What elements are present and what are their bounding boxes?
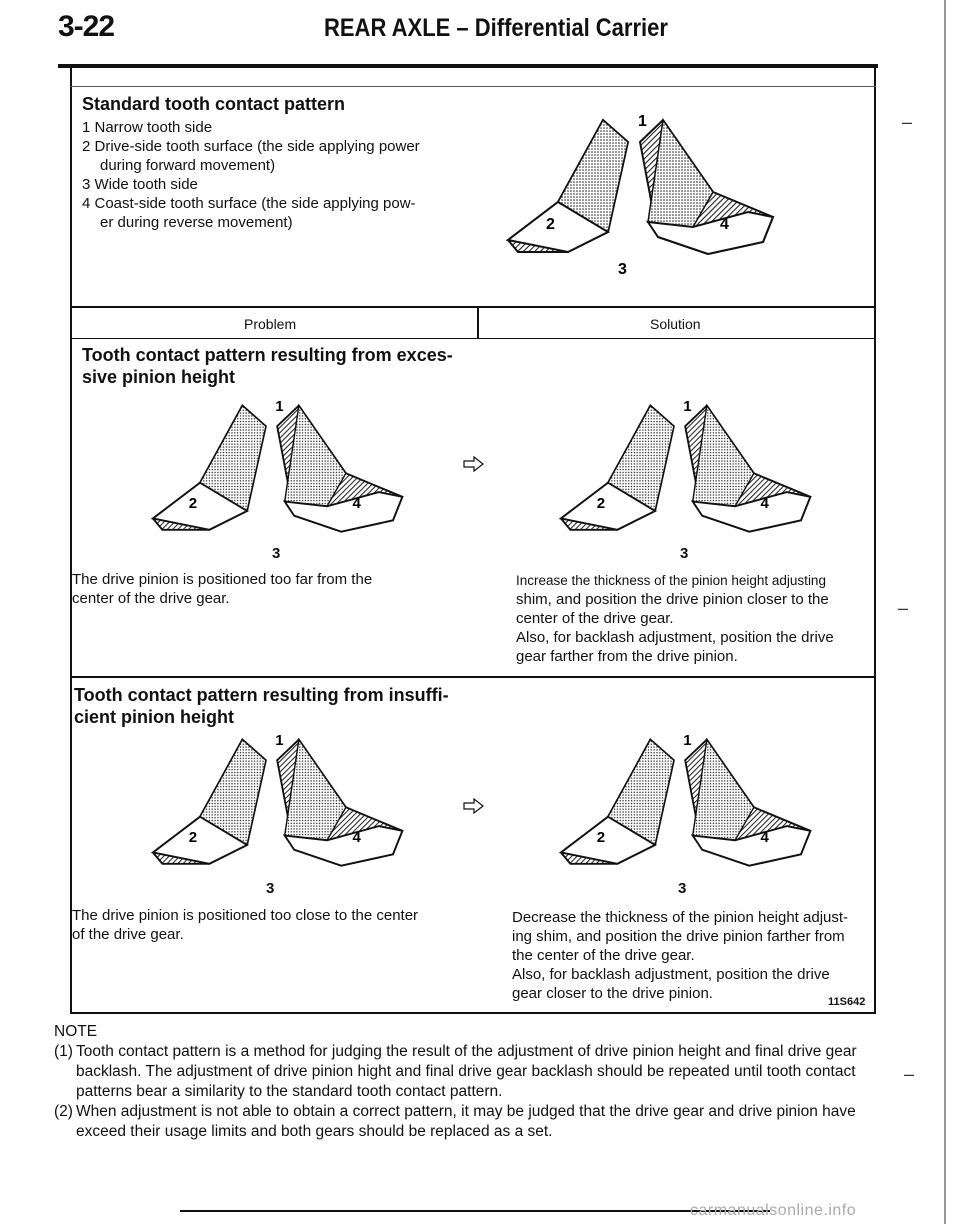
column-header-problem: Problem [244,316,297,332]
note-item-2-line2: exceed their usage limits and both gears should be replaced as a set. [76,1123,553,1140]
arrow-right-icon [462,454,486,474]
gear-tooth-right [685,740,810,866]
margin-mark: – [904,1064,915,1084]
gear-diagram-excessive-solution [548,398,828,558]
gear-tooth-left [153,406,266,530]
legend-item-2-cont: during forward movement) [100,157,276,174]
gear-diagram-insufficient-solution [548,732,828,892]
standard-legend [82,118,420,232]
label-1: 1 [683,732,692,750]
label-1: 1 [275,732,284,750]
note-item-2 [54,1102,884,1142]
insufficient-solution-line5: gear closer to the drive pinion. [512,985,713,1002]
page-edge-rule [944,0,946,1224]
excessive-problem-text [72,570,472,608]
legend-item-3: 3 Wide tooth side [82,176,198,193]
excessive-heading [82,344,453,388]
excessive-problem-line1: The drive pinion is positioned too far from the [72,571,373,588]
note-item-1-line3: patterns bear a similarity to the standard tooth contact pattern. [76,1083,503,1100]
insufficient-problem-line2: of the drive gear. [72,926,184,943]
margin-mark: – [898,598,909,618]
insufficient-heading-line1: Tooth contact pattern resulting from insuffi- [74,685,449,705]
figure-code: 11S642 [828,996,866,1008]
gear-tooth-left [561,406,674,530]
arrow-right-icon [462,796,486,816]
excessive-solution-line1: Increase the thickness of the pinion height adjusting [516,573,826,588]
excessive-solution-line5: gear farther from the drive pinion. [516,648,738,665]
note-item-1-line1: Tooth contact pattern is a method for judging the result of the adjustment of drive pinion height and final drive gear [76,1043,857,1060]
gear-tooth-right [277,740,402,866]
page-number: 3-22 [58,10,115,43]
label-2: 2 [596,829,606,847]
label-3: 3 [266,880,275,897]
page-title: REAR AXLE – Differential Carrier [324,14,668,42]
gear-diagram-standard [498,112,788,282]
note-item-2-line1: When adjustment is not able to obtain a correct pattern, it may be judged that the drive gear and drive pinion have [76,1103,856,1120]
excessive-heading-line1: Tooth contact pattern resulting from exces- [82,345,453,365]
note-block [54,1022,884,1142]
column-divider [477,308,479,338]
label-2: 2 [546,216,555,233]
insufficient-problem-line1: The drive pinion is positioned too close to the center [72,907,419,924]
excessive-solution-line4: Also, for backlash adjustment, position the drive [516,629,834,646]
label-2: 2 [596,495,606,513]
insufficient-heading [74,684,449,728]
insufficient-problem-text [72,906,472,944]
label-4: 4 [760,495,769,513]
row-divider [70,676,876,678]
label-2: 2 [188,495,198,513]
legend-item-2: 2 Drive-side tooth surface (the side applying power [82,138,420,155]
label-2: 2 [188,829,198,847]
excessive-solution-text [516,572,872,666]
gear-tooth-left [561,740,674,864]
legend-item-1: 1 Narrow tooth side [82,119,213,136]
legend-item-4-cont: er during reverse movement) [100,214,293,231]
note-item-1-number: (1) [54,1043,73,1060]
label-3: 3 [618,261,627,278]
label-1: 1 [683,398,692,416]
standard-bottom-line [70,306,876,308]
label-3: 3 [678,880,687,897]
excessive-solution-line3: center of the drive gear. [516,610,674,627]
excessive-heading-line2: sive pinion height [82,367,236,387]
label-4: 4 [352,829,361,847]
legend-item-4: 4 Coast-side tooth surface (the side applying pow- [82,195,416,212]
insufficient-solution-line3: the center of the drive gear. [512,947,695,964]
excessive-solution-line2: shim, and position the drive pinion closer to the [516,591,829,608]
note-title: NOTE [54,1023,98,1040]
gear-tooth-right [277,406,402,532]
table-top-line [70,86,876,87]
label-4: 4 [760,829,769,847]
standard-heading: Standard tooth contact pattern [82,94,346,114]
label-4: 4 [720,216,729,233]
column-header-solution: Solution [650,316,701,332]
footer-rule [180,1210,770,1212]
gear-tooth-right [640,120,773,254]
label-4: 4 [352,495,361,513]
note-item-2-number: (2) [54,1103,73,1120]
label-3: 3 [272,545,281,562]
label-1: 1 [275,398,284,416]
label-1: 1 [638,113,647,130]
gear-tooth-right [685,406,810,532]
insufficient-solution-line1: Decrease the thickness of the pinion height adjust- [512,909,849,926]
excessive-problem-line2: center of the drive gear. [72,590,230,607]
insufficient-solution-line2: ing shim, and position the drive pinion farther from [512,928,845,945]
column-header-line [70,338,876,339]
gear-diagram-excessive-problem [140,398,420,558]
margin-mark: – [902,112,913,132]
gear-tooth-left [508,120,628,252]
insufficient-heading-line2: cient pinion height [74,707,234,727]
gear-diagram-insufficient-problem [140,732,420,892]
note-item-1 [54,1042,884,1102]
label-3: 3 [680,545,689,562]
insufficient-solution-line4: Also, for backlash adjustment, position the drive [512,966,830,983]
watermark: carmanualsonline.info [690,1202,857,1219]
insufficient-solution-text [512,908,872,1003]
note-item-1-line2: backlash. The adjustment of drive pinion hight and final drive gear backlash should be repeated until tooth contact [76,1063,856,1080]
gear-tooth-left [153,740,266,864]
